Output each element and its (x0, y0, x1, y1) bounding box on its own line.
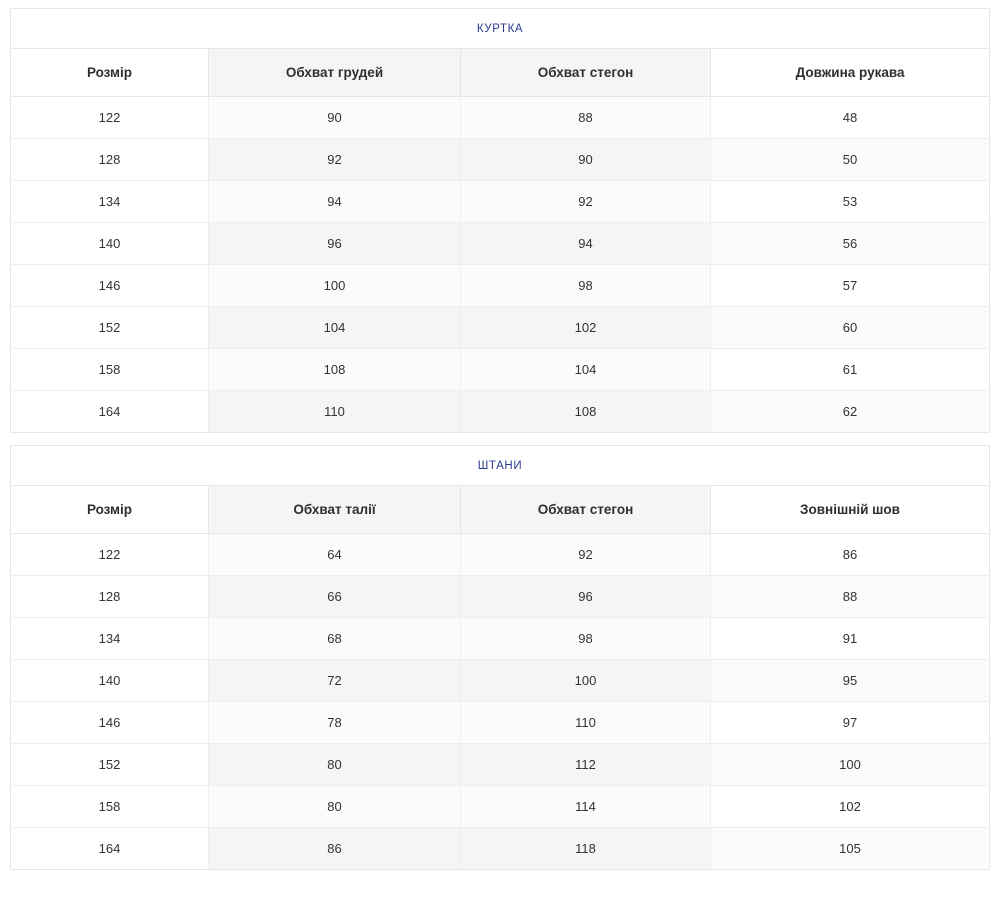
table-row (11, 391, 990, 433)
cell-chest: 94 (209, 181, 461, 223)
cell-outseam: 97 (711, 702, 990, 744)
column-header-chest: Обхват грудей (209, 49, 461, 97)
cell-outseam: 102 (711, 786, 990, 828)
cell-hips: 112 (461, 744, 711, 786)
cell-waist: 80 (209, 744, 461, 786)
cell-sleeve: 56 (711, 223, 990, 265)
cell-size: 122 (11, 97, 209, 139)
cell-hips: 90 (461, 139, 711, 181)
cell-size: 128 (11, 576, 209, 618)
cell-hips: 110 (461, 702, 711, 744)
cell-waist: 78 (209, 702, 461, 744)
table-title-row (11, 446, 990, 486)
cell-chest: 100 (209, 265, 461, 307)
cell-hips: 94 (461, 223, 711, 265)
cell-hips: 88 (461, 97, 711, 139)
cell-size: 134 (11, 181, 209, 223)
table-row (11, 181, 990, 223)
table-header-row (11, 49, 990, 97)
column-header-hips: Обхват стегон (461, 486, 711, 534)
table-row (11, 534, 990, 576)
cell-outseam: 95 (711, 660, 990, 702)
table-row (11, 139, 990, 181)
table-row (11, 660, 990, 702)
cell-hips: 98 (461, 265, 711, 307)
cell-hips: 92 (461, 534, 711, 576)
column-header-waist: Обхват талії (209, 486, 461, 534)
cell-size: 146 (11, 702, 209, 744)
table-row (11, 97, 990, 139)
cell-sleeve: 48 (711, 97, 990, 139)
table-row (11, 828, 990, 870)
cell-hips: 98 (461, 618, 711, 660)
cell-size: 128 (11, 139, 209, 181)
column-header-size: Розмір (11, 486, 209, 534)
cell-hips: 104 (461, 349, 711, 391)
table-row (11, 618, 990, 660)
column-header-outseam: Зовнішній шов (711, 486, 990, 534)
cell-chest: 110 (209, 391, 461, 433)
cell-waist: 66 (209, 576, 461, 618)
cell-waist: 68 (209, 618, 461, 660)
table-row (11, 265, 990, 307)
cell-sleeve: 50 (711, 139, 990, 181)
cell-hips: 114 (461, 786, 711, 828)
cell-chest: 96 (209, 223, 461, 265)
table-row (11, 576, 990, 618)
cell-sleeve: 60 (711, 307, 990, 349)
cell-waist: 72 (209, 660, 461, 702)
cell-hips: 108 (461, 391, 711, 433)
cell-sleeve: 62 (711, 391, 990, 433)
size-table-pants (10, 445, 990, 870)
cell-outseam: 105 (711, 828, 990, 870)
table-title-row (11, 9, 990, 49)
cell-size: 140 (11, 223, 209, 265)
table-title: ШТАНИ (11, 446, 990, 486)
cell-chest: 104 (209, 307, 461, 349)
table-row (11, 223, 990, 265)
cell-sleeve: 57 (711, 265, 990, 307)
cell-hips: 96 (461, 576, 711, 618)
size-table-jacket (10, 8, 990, 433)
cell-size: 140 (11, 660, 209, 702)
column-header-size: Розмір (11, 49, 209, 97)
column-header-hips: Обхват стегон (461, 49, 711, 97)
cell-size: 152 (11, 307, 209, 349)
cell-waist: 64 (209, 534, 461, 576)
cell-sleeve: 53 (711, 181, 990, 223)
table-row (11, 307, 990, 349)
cell-outseam: 91 (711, 618, 990, 660)
cell-waist: 86 (209, 828, 461, 870)
cell-sleeve: 61 (711, 349, 990, 391)
column-header-sleeve: Довжина рукава (711, 49, 990, 97)
table-row (11, 786, 990, 828)
table-row (11, 702, 990, 744)
cell-chest: 92 (209, 139, 461, 181)
cell-size: 134 (11, 618, 209, 660)
table-title: КУРТКА (11, 9, 990, 49)
cell-hips: 102 (461, 307, 711, 349)
cell-size: 152 (11, 744, 209, 786)
cell-size: 158 (11, 349, 209, 391)
cell-chest: 108 (209, 349, 461, 391)
cell-outseam: 100 (711, 744, 990, 786)
cell-hips: 118 (461, 828, 711, 870)
cell-size: 164 (11, 828, 209, 870)
cell-outseam: 86 (711, 534, 990, 576)
table-header-row (11, 486, 990, 534)
table-row (11, 349, 990, 391)
cell-chest: 90 (209, 97, 461, 139)
table-row (11, 744, 990, 786)
cell-size: 158 (11, 786, 209, 828)
cell-hips: 92 (461, 181, 711, 223)
cell-size: 146 (11, 265, 209, 307)
cell-outseam: 88 (711, 576, 990, 618)
cell-size: 122 (11, 534, 209, 576)
cell-size: 164 (11, 391, 209, 433)
cell-waist: 80 (209, 786, 461, 828)
cell-hips: 100 (461, 660, 711, 702)
